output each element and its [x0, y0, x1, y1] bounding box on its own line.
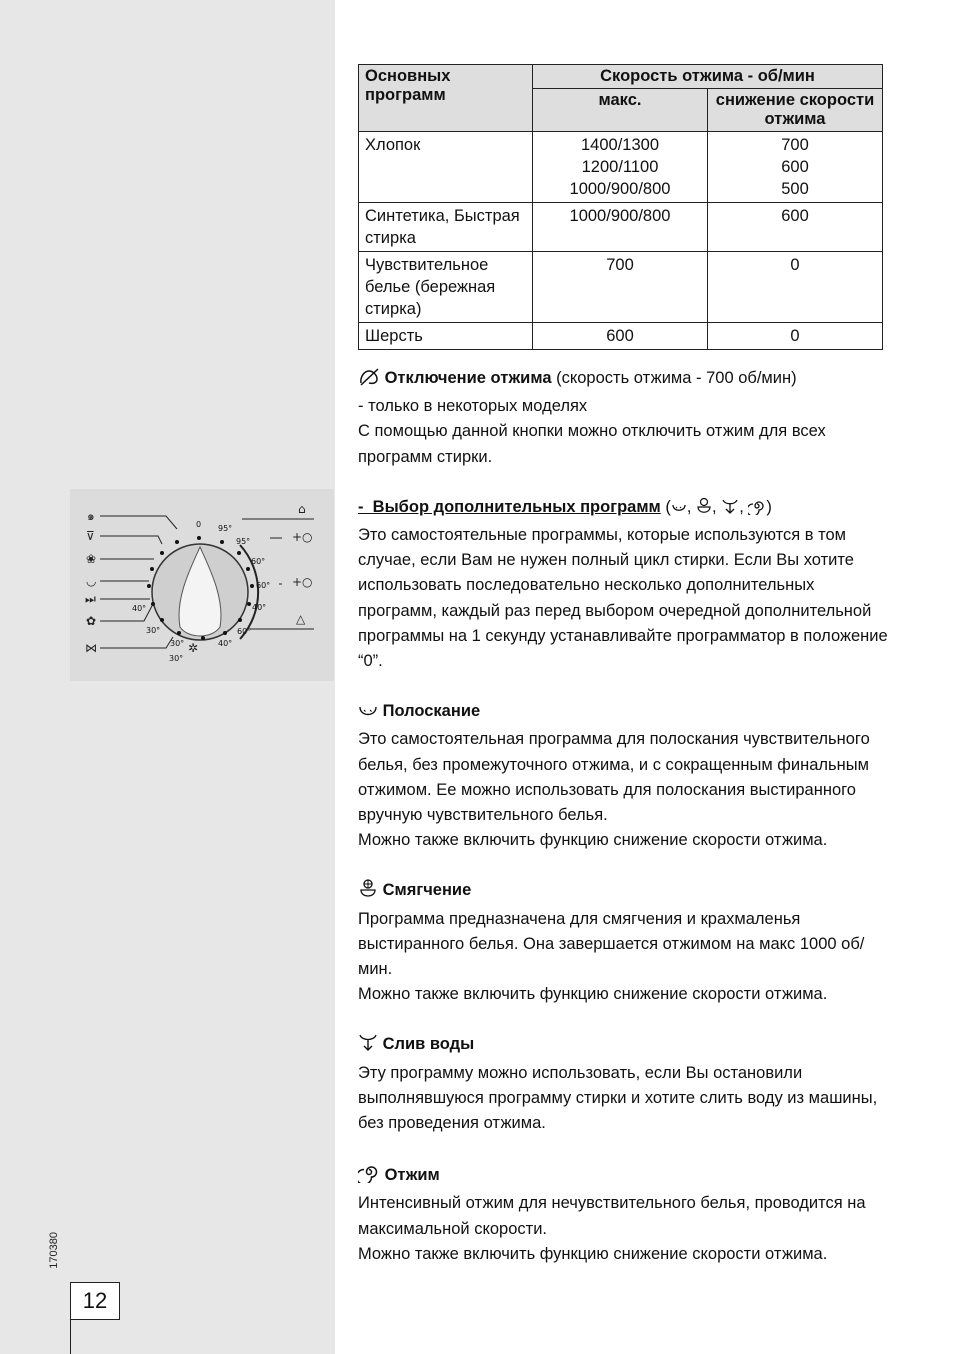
cell-value: 500: [781, 180, 809, 198]
dial-label: 60°: [237, 627, 252, 636]
cell-value: 600: [781, 158, 809, 176]
cell-value: 1400/1300: [581, 136, 659, 154]
cell-program: Синтетика, Быстрая стирка: [359, 203, 533, 252]
softener-title: Смягчение: [382, 881, 472, 900]
drain-heading: [358, 1032, 888, 1060]
intensive-icon: ⌂: [298, 502, 306, 516]
table-row: [359, 132, 883, 203]
softener-icon: [358, 878, 378, 906]
dial-label: 95°: [236, 537, 251, 546]
table-row: [359, 252, 883, 323]
cell-value: 1000/900/800: [569, 180, 671, 198]
spin-heading: [358, 1161, 888, 1191]
rinse-body: Это самостоятельная программа для полоскания чувствительного белья, без промежуточного отжима, и с сокращенным финальным отжимом. Ее можно использовать для полоскания выстиранного вручную чувствительного белья.: [358, 730, 870, 825]
drain-icon: ⊽: [86, 529, 95, 543]
header-reduced: снижение скорости отжима: [708, 89, 883, 132]
header-max: макс.: [533, 89, 708, 132]
spin-off-title: Отключение отжима: [384, 369, 552, 387]
cell-max: 700: [533, 252, 708, 323]
spin-icon: [748, 497, 766, 523]
softener-body: Программа предназначена для смягчения и крахмаленья выстиранного белья. Она завершается отжимом на макс 1000 об/мин.: [358, 909, 865, 979]
dial-label: 60°: [256, 581, 271, 590]
header-programs: Основных программ: [359, 65, 533, 132]
spin-off-models-note: - только в некоторых моделях: [358, 397, 588, 416]
drain-icon: [721, 497, 739, 523]
spin-off-body: С помощью данной кнопки можно отключить отжим для всех программ стирки.: [358, 422, 826, 466]
header-spin-speed: Скорость отжима - об/мин: [533, 65, 883, 89]
softener-icon: ❀: [86, 552, 97, 566]
dial-label: 60°: [251, 557, 266, 566]
drain-body: Эту программу можно использовать, если Вы остановили выполнявшуюся программу стирки и хотите слить воду из машины, без проведения отжима.: [358, 1063, 878, 1133]
stain-icon: +○: [292, 575, 313, 589]
table-row: [359, 203, 883, 252]
extra-programs-title: Выбор дополнительных программ: [372, 497, 661, 516]
cell-max: [533, 132, 708, 203]
cell-program: Шерсть: [359, 323, 533, 350]
separator: ,: [712, 497, 717, 516]
rinse-heading: [358, 699, 888, 727]
hand-wash-icon: △: [296, 612, 306, 626]
cotton-icon: ✿: [86, 614, 97, 628]
document-code: 170380: [48, 1232, 60, 1269]
page-number: 12: [70, 1282, 120, 1320]
extra-dash: -: [358, 497, 364, 516]
cold-icon: ✲: [188, 641, 199, 655]
cell-reduced: 600: [708, 203, 883, 252]
cell-reduced: [708, 132, 883, 203]
paren-close: ): [766, 497, 772, 516]
table-row: [359, 323, 883, 350]
control-panel-illustration: [70, 489, 334, 681]
programmer-dial-diagram: [70, 489, 334, 681]
extra-programs-heading: [358, 495, 888, 523]
no-spin-icon: [358, 368, 380, 394]
cell-reduced: 0: [708, 323, 883, 350]
spin-speed-table: [358, 64, 883, 350]
softener-note: Можно также включить функцию снижение скорости отжима.: [358, 985, 828, 1004]
softener-heading: [358, 878, 888, 906]
spin-body: Интенсивный отжим для нечувствительного белья, проводится на максимальной скорости.: [358, 1194, 866, 1238]
rinse-icon: ◡: [86, 574, 97, 588]
spin-off-heading: [358, 366, 888, 394]
delicate-icon: ⋈: [85, 641, 97, 655]
paren-open: (: [665, 497, 671, 516]
cell-value: 1200/1100: [581, 158, 659, 176]
prewash-icon: ⏭: [85, 592, 96, 606]
rinse-title: Полоскание: [382, 702, 481, 721]
cell-reduced: 0: [708, 252, 883, 323]
extra-rinse-icon: +○: [292, 530, 313, 544]
drain-icon: [358, 1032, 378, 1060]
dial-label: 40°: [218, 639, 233, 648]
cell-value: 700: [781, 136, 809, 154]
rinse-icon: [671, 498, 687, 523]
margin-rule: [70, 1320, 71, 1354]
main-content: [358, 64, 888, 1267]
rinse-note: Можно также включить функцию снижение скорости отжима.: [358, 831, 828, 850]
separator: ,: [686, 497, 692, 516]
dial-label: 40°: [132, 604, 147, 613]
dial-label: 30°: [146, 626, 161, 635]
dial-label: 95°: [218, 524, 233, 533]
spin-off-title-rest: (скорость отжима - 700 об/мин): [551, 369, 797, 387]
extra-programs-body: Это самостоятельные программы, которые используются в том случае, если Вам не нужен полный цикл стирки. Если Вы хотите использовать последовательно несколько дополнительных программ, каждый раз перед выбором очередной дополнительной программы на 1 секунду устанавливайте программатор в положение “0”.: [358, 526, 888, 671]
cell-program: Чувствительное белье (бережная стирка): [359, 252, 533, 323]
left-program-icons: [85, 509, 97, 655]
separator: ,: [739, 497, 744, 516]
spin-title: Отжим: [384, 1166, 440, 1185]
rinse-icon: [358, 702, 378, 727]
spin-note: Можно также включить функцию снижение скорости отжима.: [358, 1244, 828, 1263]
spin-icon: [358, 1161, 380, 1191]
drain-title: Слив воды: [382, 1035, 475, 1054]
dial-label: 40°: [252, 603, 267, 612]
cell-max: 600: [533, 323, 708, 350]
spin-icon: ๑: [87, 509, 95, 523]
dial-label: 30°: [169, 654, 184, 663]
dial-label: 30°: [170, 639, 185, 648]
softener-icon: [696, 497, 712, 523]
cell-max: 1000/900/800: [533, 203, 708, 252]
dial-label: 0: [196, 520, 202, 529]
cell-program: Хлопок: [359, 132, 533, 203]
